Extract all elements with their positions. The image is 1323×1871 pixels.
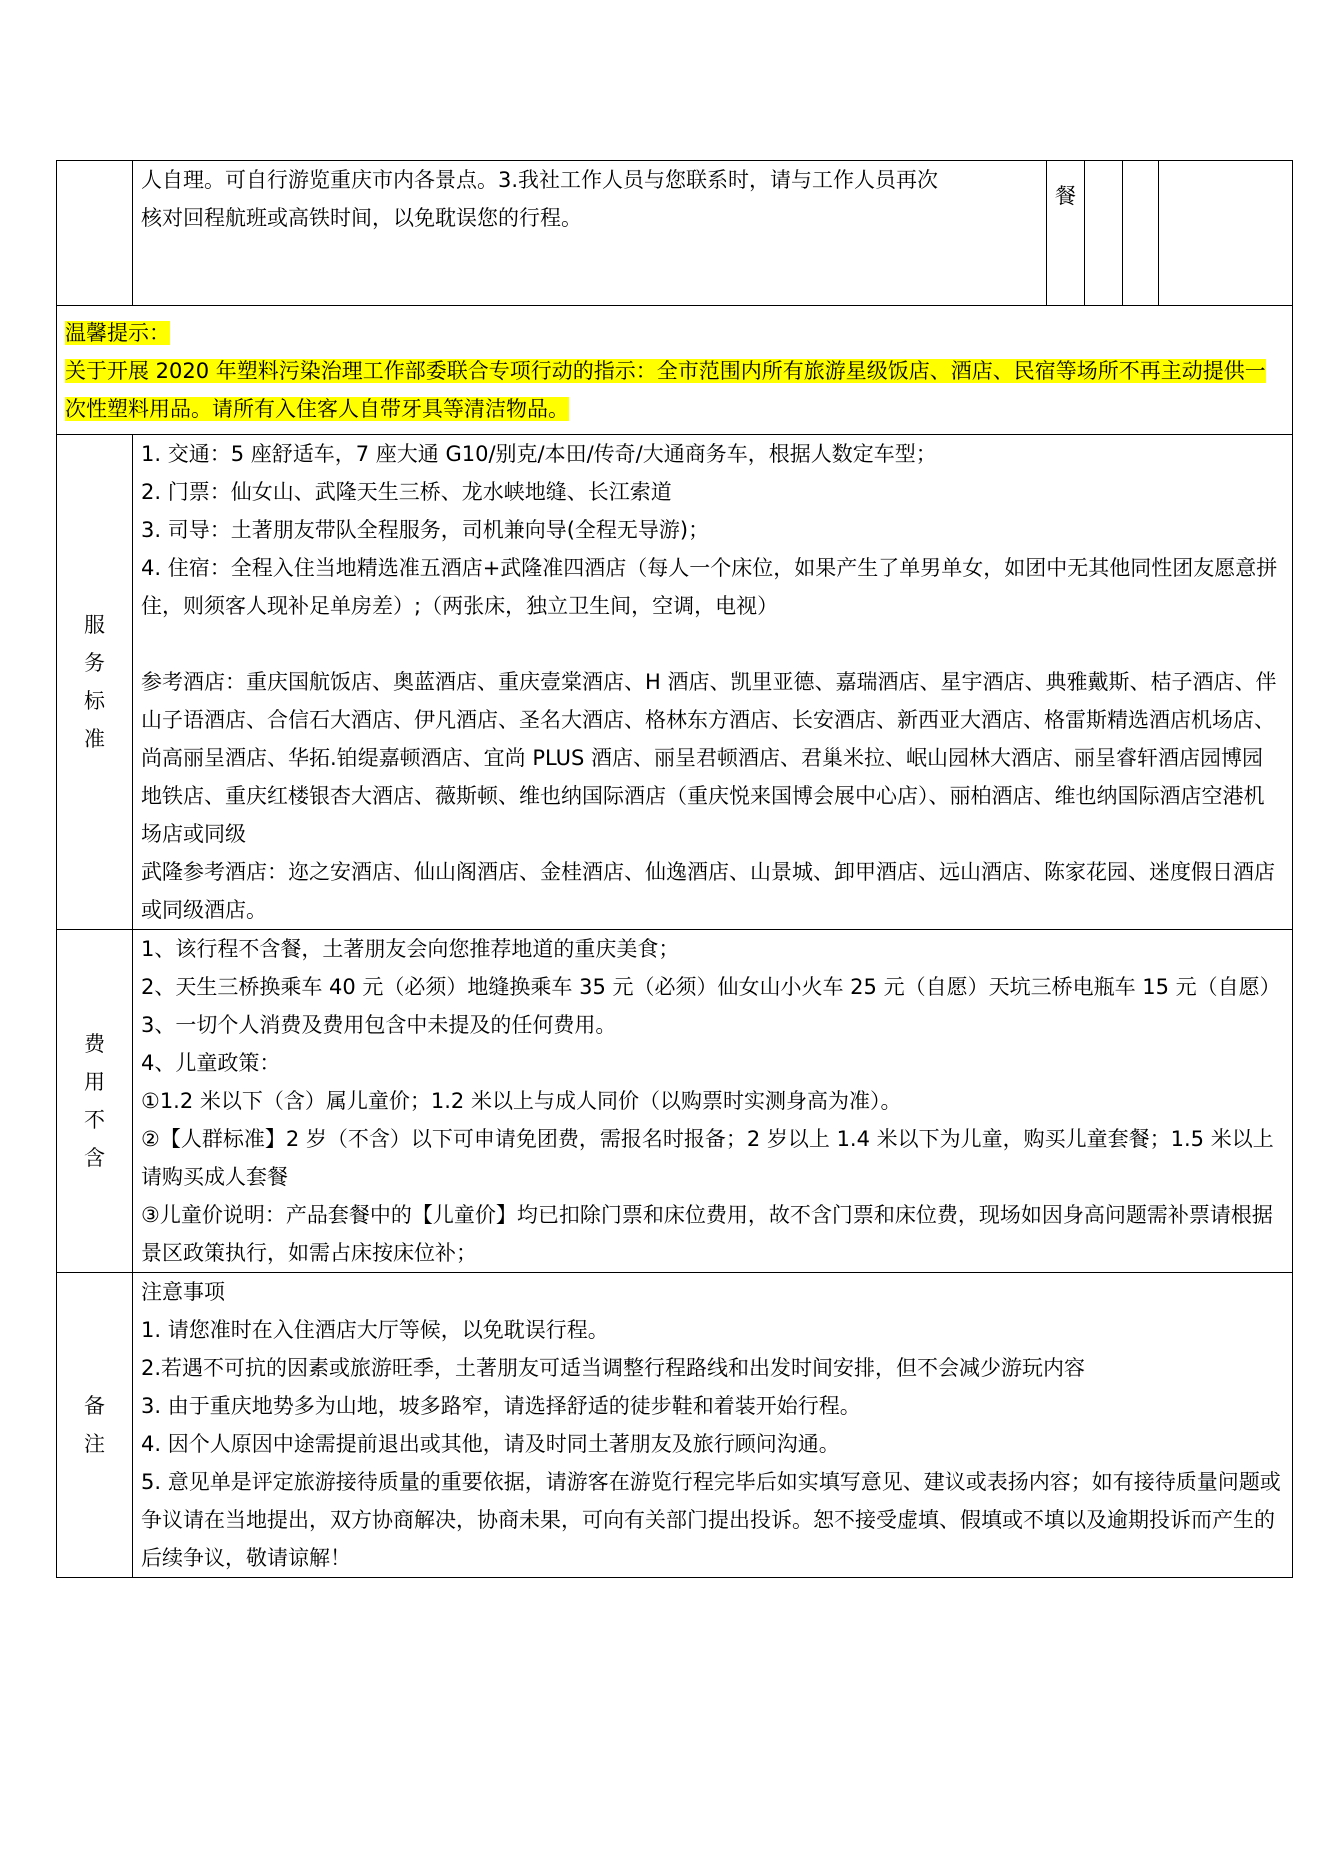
fees-excluded-label xyxy=(57,930,133,1273)
itinerary-line: 核对回程航班或高铁时间，以免耽误您的行程。 xyxy=(141,206,582,230)
meal-cell xyxy=(1047,161,1085,306)
service-line: 4. 住宿：全程入住当地精选准五酒店+武隆准四酒店（每人一个床位，如果产生了单男单女，如团中无其他同性团友愿意拼住，则须客人现补足单房差）;（两张床，独立卫生间，空调，电视） xyxy=(141,556,1278,618)
label-char: 备 xyxy=(84,1394,105,1418)
label-char: 费 xyxy=(84,1032,105,1056)
itinerary-line: 人自理。可自行游览重庆市内各景点。3.我社工作人员与您联系时，请与工作人员再次 xyxy=(141,168,939,192)
remark-line: 4. 因个人原因中途需提前退出或其他，请及时同土著朋友及旅行顾问沟通。 xyxy=(141,1432,840,1456)
label-char: 不 xyxy=(84,1108,105,1132)
remark-line: 2.若遇不可抗的因素或旅游旺季，土著朋友可适当调整行程路线和出发时间安排，但不会减少游玩内容 xyxy=(141,1356,1086,1380)
fee-line: 1、该行程不含餐，土著朋友会向您推荐地道的重庆美食； xyxy=(141,937,680,961)
itinerary-text-cell xyxy=(133,161,1047,306)
remark-line: 注意事项 xyxy=(141,1280,225,1304)
remark-line: 5. 意见单是评定旅游接待质量的重要依据，请游客在游览行程完毕后如实填写意见、建议或表扬内容；如有接待质量问题或争议请在当地提出，双方协商解决，协商未果，可向有关部门提出投诉。恕不接受虚填、假填或不填以及逾期投诉而产生的后续争议，敬请谅解！ xyxy=(141,1470,1281,1570)
meal-cell-empty xyxy=(1123,161,1159,306)
service-line: 3. 司导：土著朋友带队全程服务，司机兼向导(全程无导游)； xyxy=(141,518,710,542)
label-char: 服 xyxy=(84,613,105,637)
notice-title: 温馨提示： xyxy=(65,321,170,345)
fee-line: 4、儿童政策： xyxy=(141,1051,281,1075)
meal-cell-empty xyxy=(1085,161,1123,306)
remarks-content xyxy=(133,1273,1293,1578)
service-line: 1. 交通：5 座舒适车，7 座大通 G10/别克/本田/传奇/大通商务车，根据人数定车型； xyxy=(141,442,937,466)
itinerary-table xyxy=(56,160,1293,1578)
service-line: 武隆参考酒店：迩之安酒店、仙山阁酒店、金桂酒店、仙逸酒店、山景城、卸甲酒店、远山酒店、陈家花园、迷度假日酒店或同级酒店。 xyxy=(141,860,1275,922)
notice-row xyxy=(57,306,1293,435)
fees-excluded-content xyxy=(133,930,1293,1273)
service-standard-row xyxy=(57,435,1293,930)
blank-line xyxy=(141,625,1284,663)
service-line: 2. 门票：仙女山、武隆天生三桥、龙水峡地缝、长江索道 xyxy=(141,480,672,504)
label-char: 用 xyxy=(84,1070,105,1094)
remark-line: 1. 请您准时在入住酒店大厅等候，以免耽误行程。 xyxy=(141,1318,609,1342)
service-standard-label xyxy=(57,435,133,930)
itinerary-continuation-row xyxy=(57,161,1293,306)
service-line: 参考酒店：重庆国航饭店、奥蓝酒店、重庆壹棠酒店、H 酒店、凯里亚德、嘉瑞酒店、星宇酒店、典雅戴斯、桔子酒店、伴山子语酒店、合信石大酒店、伊凡酒店、圣名大酒店、格林东方酒店、长安酒店、新西亚大酒店、格雷斯精选酒店机场店、尚高丽呈酒店、华拓.铂缇嘉顿酒店、宜尚 PLUS 酒店、丽呈君顿酒店、君巢米拉、岷山园林大酒店、丽呈睿轩酒店园博园地铁店、重庆红楼银杏大酒店、薇斯顿、维也纳国际酒店（重庆悦来国博会展中心店）、丽柏酒店、维也纳国际酒店空港机场店或同级 xyxy=(141,670,1277,846)
label-char: 注 xyxy=(84,1432,105,1456)
fee-line: 3、一切个人消费及费用包含中未提及的任何费用。 xyxy=(141,1013,617,1037)
service-standard-content xyxy=(133,435,1293,930)
notice-cell xyxy=(57,306,1293,435)
day-cell-empty xyxy=(57,161,133,306)
meal-label: 餐 xyxy=(1055,184,1076,208)
hotel-cell-empty xyxy=(1159,161,1293,306)
label-char: 务 xyxy=(84,651,105,675)
label-char: 标 xyxy=(84,689,105,713)
fee-line: ②【人群标准】2 岁（不含）以下可申请免团费，需报名时报备；2 岁以上 1.4 米以下为儿童，购买儿童套餐；1.5 米以上请购买成人套餐 xyxy=(141,1127,1274,1189)
fee-line: ①1.2 米以下（含）属儿童价；1.2 米以上与成人同价（以购票时实测身高为准）。 xyxy=(141,1089,902,1113)
fee-line: ③儿童价说明：产品套餐中的【儿童价】均已扣除门票和床位费用，故不含门票和床位费，现场如因身高问题需补票请根据景区政策执行，如需占床按床位补； xyxy=(141,1203,1273,1265)
label-char: 准 xyxy=(84,727,105,751)
notice-text: 关于开展 2020 年塑料污染治理工作部委联合专项行动的指示：全市范围内所有旅游星级饭店、酒店、民宿等场所不再主动提供一次性塑料用品。请所有入住客人自带牙具等清洁物品。 xyxy=(65,359,1266,421)
itinerary-sheet xyxy=(56,160,1292,1578)
remarks-label xyxy=(57,1273,133,1578)
label-char: 含 xyxy=(84,1146,105,1170)
fees-excluded-row xyxy=(57,930,1293,1273)
remark-line: 3. 由于重庆地势多为山地，坡多路窄，请选择舒适的徒步鞋和着装开始行程。 xyxy=(141,1394,861,1418)
remarks-row xyxy=(57,1273,1293,1578)
fee-line: 2、天生三桥换乘车 40 元（必须）地缝换乘车 35 元（必须）仙女山小火车 25 元（自愿）天坑三桥电瓶车 15 元（自愿） xyxy=(141,975,1281,999)
